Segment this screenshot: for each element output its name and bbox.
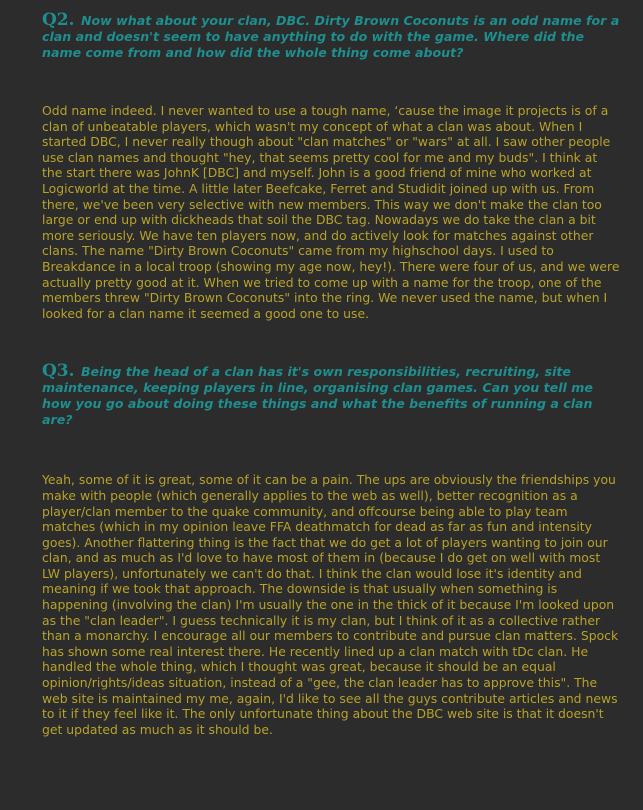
question-text-q2: Now what about your clan, DBC. Dirty Brown Coconuts is an odd name for a clan and doesn't seem to have anything to do with the game. Where did the name come from and how did the whole thing come about? — [42, 13, 620, 60]
question-number-q3: Q3. — [42, 361, 75, 382]
question-number-q2: Q2. — [42, 10, 75, 30]
question-text-q3: Being the head of a clan has it's own responsibilities, recruiting, site maintenance, keeping players in line, organising clan games. Can you tell me how you go about doing these things and what the benefits of running a clan are? — [42, 364, 593, 428]
answer-q3: Yeah, some of it is great, some of it can be a pain. The ups are obviously the friendships you make with people (which generally applies to the web as well), better recognition as a player/clan member to the quake community, and offcourse being able to play team matches (which in my opinion leave FFA deathmatch for dead as far as fun and intensity goes). Another flattering thing is the fact that we do get a lot of players wanting to join our clan, and as much as I'd love to have most of them in (because I do get on well with most LW players), unfortunately we can't do that. I think the clan would lose it's identity and meaning if we took that approach. The downside is that usually when something is happening (involving the clan) I'm usually the one in the thick of it because I'm looked upon as the "clan leader". I guess technically it is my clan, but I think of it as a collective rather than a monarchy. I encourage all our members to contribute and pursue clan matters. Spock has shown some real interest there. He recently lined up a clan match with tDc clan. He handled the whole thing, which I thought was great, because it should be an equal opinion/rights/ideas situation, instead of a "gee, the clan leader has to approve this". The web site is maintained my me, again, I'd like to see all the guys contribute articles and news to it if they feel like it. The only unfortunate thing about the DBC web site is that it doesn't get updated as much as it should be. — [42, 472, 619, 737]
qa-block-q3 — [42, 363, 621, 737]
answer-q2: Odd name indeed. I never wanted to use a tough name, ‘cause the image it projects is of a clan of unbeatable players, which wasn't my concept of what a clan was about. When I started DBC, I never really though about "clan matches" or "wars" at all. I saw other people use clan names and thought "hey, that seems pretty cool for me and my buds". I think at the start there was JohnK [DBC] and myself. John is a good friend of mine who worked at Logicworld at the time. A little later Beefcake, Ferret and Studidit joined up with us. From there, we've been very selective with new members. This way we don't make the clan too large or end up with dickheads that soil the DBC tag. Nowadays we do take the clan a bit more seriously. We have ten players now, and do actively look for matches against other clans. The name "Dirty Brown Coconuts" came from my highschool days. I used to Breakdance in a local troop (showing my age now, hey!). There were four of us, and we were actually pretty good at it. When we tried to come up with a name for the troop, one of the members threw "Dirty Brown Coconuts" into the ring. We never used the name, but when I looked for a clan name it seemed a good one to use. — [42, 103, 620, 321]
question-q2 — [42, 12, 621, 61]
question-q3 — [42, 363, 621, 428]
qa-block-q2 — [42, 12, 621, 321]
